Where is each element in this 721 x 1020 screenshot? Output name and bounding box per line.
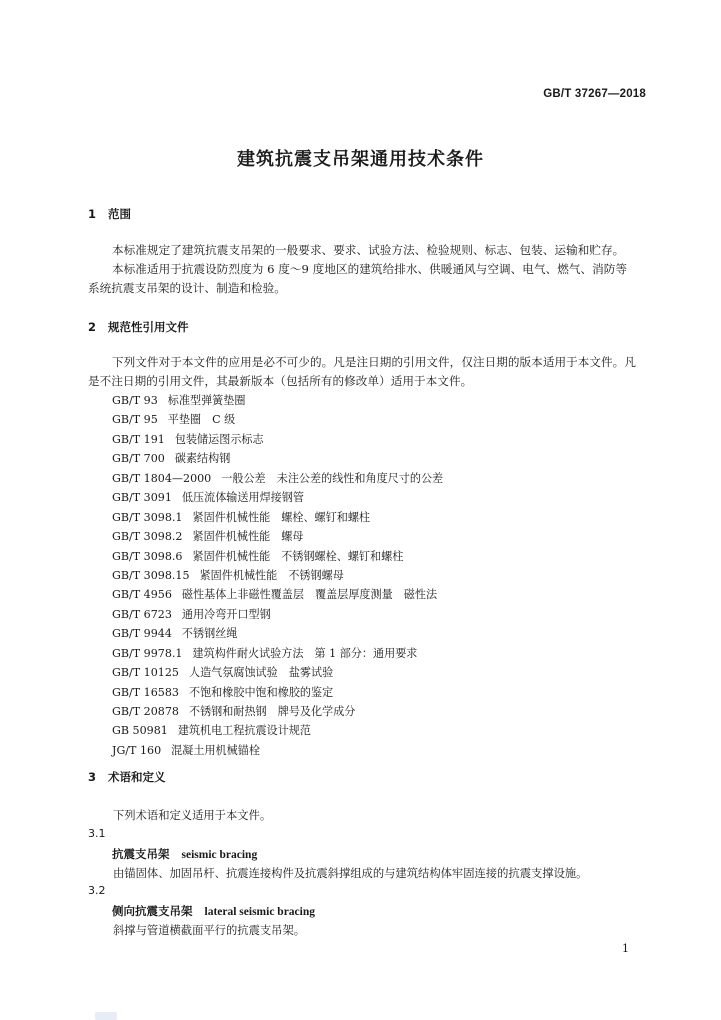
reference-code: GB/T 3098.6: [112, 549, 183, 563]
reference-title: 不饱和橡胶中饱和橡胶的鉴定: [188, 685, 334, 699]
reference-title: 不锈钢和耐热钢 牌号及化学成分: [188, 705, 356, 718]
scope-paragraph-2: 本标准适用于抗震设防烈度为 6 度～9 度地区的建筑给排水、供暖通风与空调、电气、燃气、消防等系统抗震支吊架的设计、制造和检验。: [88, 262, 628, 295]
reference-title: 人造气氛腐蚀试验 盐雾试验: [188, 666, 334, 680]
reference-code: GB/T 95: [112, 413, 158, 427]
reference-title: 紧固件机械性能 不锈钢螺母: [199, 568, 344, 582]
reference-code: GB/T 4956: [112, 588, 172, 602]
reference-code: GB/T 1804—2000: [112, 471, 212, 485]
reference-item: [112, 508, 443, 527]
reference-code: GB/T 10125: [112, 666, 179, 680]
reference-title: 不锈钢丝绳: [181, 627, 238, 641]
reference-code: GB 50981: [112, 724, 168, 738]
section-title: 规范性引用文件: [108, 320, 189, 334]
reference-item: [112, 391, 443, 410]
references-intro: 下列文件对于本文件的应用是必不可少的。凡是注日期的引用文件，仅注日期的版本适用于本文件。凡是不注日期的引用文件，其最新版本（包括所有的修改单）适用于本文件。: [88, 355, 636, 388]
section-number: 3: [88, 770, 97, 784]
reference-item: [112, 741, 443, 760]
terms-intro: 下列术语和定义适用于本文件。: [113, 809, 272, 822]
reference-item: [112, 605, 443, 624]
term-english: lateral seismic bracing: [204, 906, 316, 918]
reference-title: 平垫圈 C 级: [167, 413, 236, 427]
reference-item: [112, 547, 443, 566]
reference-code: GB/T 700: [112, 452, 165, 466]
clause-number-3-1: 3.1: [88, 827, 106, 840]
section-2-heading: [88, 319, 189, 335]
reference-code: GB/T 9944: [112, 627, 172, 641]
term-chinese: 抗震支吊架: [112, 847, 170, 861]
reference-code: GB/T 9978.1: [112, 646, 183, 660]
term-heading-3-2: [112, 903, 315, 919]
reference-title: 碳素结构钢: [174, 452, 231, 466]
section-3-heading: [88, 769, 166, 785]
reference-item: [112, 488, 443, 507]
standard-number: GB/T 37267—2018: [543, 88, 646, 100]
term-definition-3-2: 斜撑与管道横截面平行的抗震支吊架。: [113, 924, 306, 937]
section-title: 术语和定义: [108, 770, 166, 784]
reference-code: GB/T 3098.1: [112, 510, 183, 524]
reference-code: GB/T 20878: [112, 705, 179, 718]
term-chinese: 侧向抗震支吊架: [112, 904, 193, 918]
reference-title: 建筑机电工程抗震设计规范: [177, 724, 311, 738]
reference-title: 磁性基体上非磁性覆盖层 覆盖层厚度测量 磁性法: [181, 588, 438, 602]
term-definition-3-1: 由锚固体、加固吊杆、抗震连接构件及抗震斜撑组成的与建筑结构体牢固连接的抗震支撑设施。: [113, 867, 588, 880]
scope-paragraph-1: 本标准规定了建筑抗震支吊架的一般要求、要求、试验方法、检验规则、标志、包装、运输和贮存。: [112, 243, 625, 257]
reference-title: 混凝土用机械锚栓: [171, 743, 260, 757]
reference-title: 低压流体输送用焊接钢管: [181, 491, 304, 505]
normative-reference-list: [112, 391, 443, 760]
reference-item: [112, 644, 443, 663]
reference-item: [112, 410, 443, 429]
reference-code: GB/T 3098.2: [112, 530, 183, 544]
term-english: seismic bracing: [181, 849, 258, 861]
reference-item: [112, 702, 443, 721]
reference-item: [112, 527, 443, 546]
document-title: 建筑抗震支吊架通用技术条件: [237, 149, 484, 170]
section-number: 1: [88, 207, 97, 221]
reference-item: [112, 469, 443, 488]
reference-code: GB/T 3098.15: [112, 568, 190, 582]
term-heading-3-1: [112, 846, 257, 862]
reference-title: 包装储运图示标志: [174, 432, 264, 446]
reference-title: 建筑构件耐火试验方法 第 1 部分：通用要求: [192, 646, 418, 660]
reference-title: 紧固件机械性能 螺母: [192, 530, 304, 544]
reference-title: 一般公差 未注公差的线性和角度尺寸的公差: [221, 471, 444, 485]
reference-item: [112, 663, 443, 682]
reference-item: [112, 566, 443, 585]
reference-title: 紧固件机械性能 不锈钢螺栓、螺钉和螺柱: [192, 549, 404, 563]
reference-item: [112, 430, 443, 449]
reference-title: 标准型弹簧垫圈: [167, 394, 246, 407]
page-number: 1: [622, 942, 629, 955]
reference-item: [112, 721, 443, 740]
reference-code: GB/T 93: [112, 394, 158, 407]
reference-code: GB/T 16583: [112, 685, 179, 699]
reference-code: JG/T 160: [112, 743, 162, 757]
reference-code: GB/T 6723: [112, 607, 172, 621]
section-title: 范围: [108, 207, 131, 221]
reference-code: GB/T 3091: [112, 491, 172, 505]
reference-title: 通用冷弯开口型钢: [181, 607, 271, 621]
reference-code: GB/T 191: [112, 432, 165, 446]
section-1-heading: [88, 206, 131, 222]
reference-title: 紧固件机械性能 螺栓、螺钉和螺柱: [192, 510, 371, 524]
clause-number-3-2: 3.2: [88, 884, 106, 897]
reference-item: [112, 585, 443, 604]
scan-artifact-mark: [95, 1012, 117, 1020]
reference-item: [112, 449, 443, 468]
reference-item: [112, 624, 443, 643]
reference-item: [112, 683, 443, 702]
section-number: 2: [88, 320, 97, 334]
